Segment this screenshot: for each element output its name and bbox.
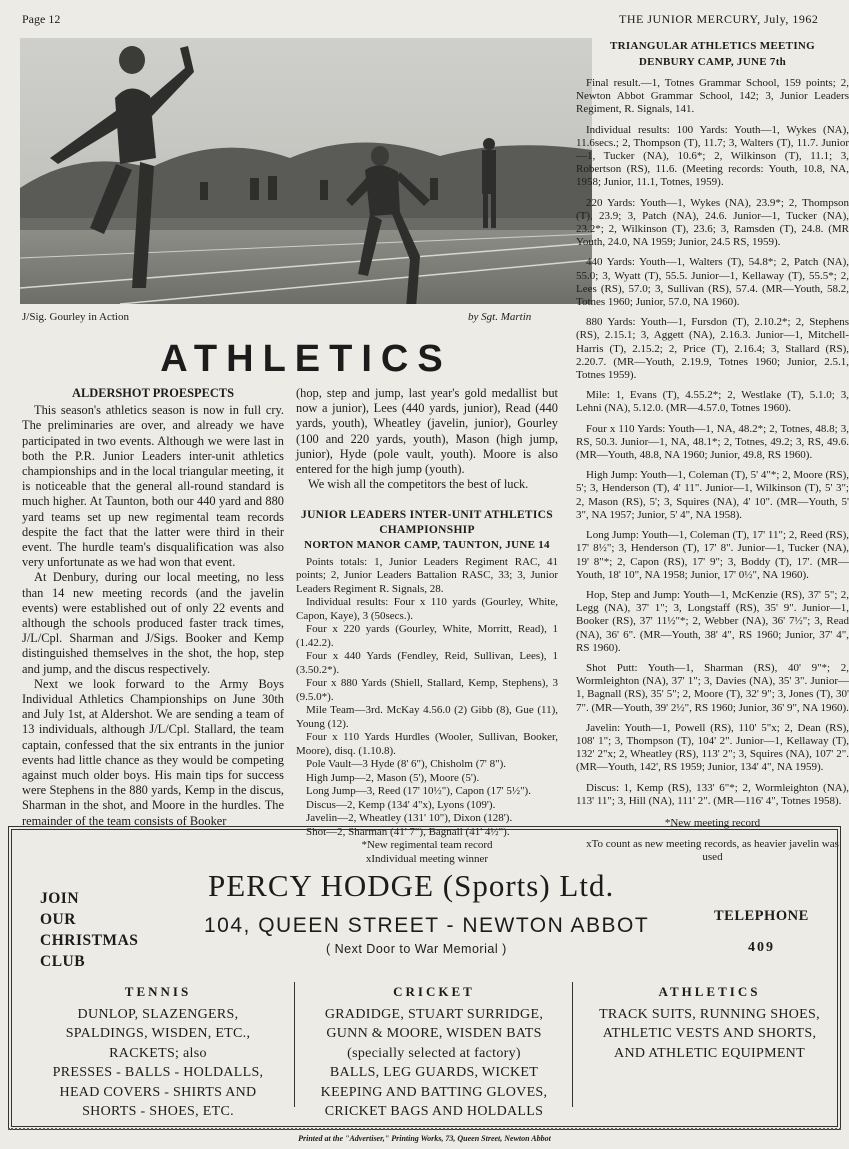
result-line: Points totals: 1, Junior Leaders Regiment RAC, 41 points; 2, Junior Leaders Battalion RASC, 33; 3, Junior Leaders Regiment R. Signals, 28. xyxy=(296,555,558,595)
ad-line: PRESSES - BALLS - HOLDALLS, xyxy=(52,1065,264,1080)
result-line: Javelin—2, Wheatley (131' 10"), Dixon (128'). xyxy=(306,812,513,825)
result-paragraph: 220 Yards: Youth—1, Wykes (NA), 23.9*; 2, Thompson (T), 23.9; 3, Patch (NA), 24.6. Junior—1, Tucker (NA), 23.2*; 2, Wilkinson (T), 23.6; 3, Ramsden (T), 24.8. (MR Youth, 24.0, NA 1959; Junior, 24.5 RS, 1959). xyxy=(576,196,849,249)
result-paragraph: High Jump: Youth—1, Coleman (T), 5' 4"*; 2, Moore (RS), 5'; 3, Henderson (T), 4' 11". Junior—1, Wilkinson (T), 5' 3"; 2, Mason (RS), 5'; 3, Squires (NA), 4' 10". (MR—Youth, 5' 3", NA 1957; Junior, 5' 4", NA 1958). xyxy=(576,469,849,521)
paragraph: This season's athletics season is now in full cry. The preliminaries are over, and already we have participated in two events. Although we were last in both the P.R. Junior Leaders inter-unit athletics championships and in the local triangular meeting, it is noticeable that the general all-round standard is much higher. At Taunton, both our 440 yard and 880 yard teams set up new regimental team records despite the fact that the latter were third in their event. The hurdle team's disqualification was also very unfortunate as we had won that event. xyxy=(22,403,284,570)
result-line: Mile Team—3rd. McKay 4.56.0 (2) Gibb (8), Gue (11), Young (12). xyxy=(296,704,558,730)
result-paragraph: 440 Yards: Youth—1, Walters (T), 54.8*; 2, Patch (NA), 55.0; 3, Wyatt (T), 55.5. Junior—1, Kellaway (T), 55.5*; 2, Lees (RS), 57.0; 3, Sullivan (RS), 57.4. (MR—Youth, 58.2, Totnes 1960; Junior, 57.0, NA 1960). xyxy=(576,256,849,309)
ad-line: TRACK SUITS, RUNNING SHOES, xyxy=(599,1006,820,1022)
ad-column-heading: CRICKET xyxy=(393,984,475,999)
ad-line: DUNLOP, SLAZENGERS, xyxy=(77,1006,239,1022)
result-line: Long Jump—3, Reed (17' 10½"), Capon (17' 5½"). xyxy=(306,785,531,798)
printer-imprint: Printed at the "Advertiser," Printing Works, 73, Queen Street, Newton Abbot xyxy=(298,1134,551,1143)
result-line: Individual results: Four x 110 yards (Gourley, White, Capon, Kaye), 3 (50secs.). xyxy=(296,596,558,622)
article-column-2 xyxy=(296,386,558,866)
ad-column-heading: TENNIS xyxy=(124,984,192,999)
ad-column-athletics xyxy=(582,982,837,1063)
photo-caption: J/Sig. Gourley in Action xyxy=(22,311,129,323)
photo-credit: by Sgt. Martin xyxy=(468,311,532,323)
result-paragraph: Four x 110 Yards: Youth—1, NA, 48.2*; 2, Totnes, 48.8; 3, RS, 50.3. Junior—1, NA, 48.1*; 2, Totnes, 49.2; 3, RS, 49.6. (MR—Youth, 48.8, NA 1960; Junior, 49.8, RS 1960). xyxy=(576,422,849,462)
article-column-1 xyxy=(22,386,284,829)
triangular-title: TRIANGULAR ATHLETICS MEETING xyxy=(609,40,815,52)
ad-line: CRICKET BAGS AND HOLDALLS xyxy=(324,1104,544,1119)
ad-line: SPALDINGS, WISDEN, ETC., xyxy=(65,1026,251,1041)
ad-line: RACKETS; also xyxy=(109,1045,207,1061)
championship-title: JUNIOR LEADERS INTER-UNIT ATHLETICS CHAMPIONSHIP xyxy=(301,509,553,537)
paragraph: Next we look forward to the Army Boys Individual Athletics Championships on June 30th and July 1st, at Aldershot. We are sending a team of 13 individuals, although J/L/Cpl. Stallard, the team captain, confessed that the six entrants in the junior events had little chance as they would be competing against much older boys. His main tips for success were Stephens in the 880 yards, Kemp in the discus, Sharman in the shot, and Moore in the hurdles. The remainder of the team consists of Booker xyxy=(22,676,284,828)
company-address: 104, QUEEN STREET - NEWTON ABBOT xyxy=(204,914,650,937)
paragraph: (hop, step and jump, last year's gold medallist but now a junior), Lees (440 yards, junior), Read (440 yards, youth), Wheatley (javelin, junior), Gourley (100 and 220 yards, youth), Mason (high jump, junior), Hyde (pole vault, youth). Moore is also entered for the high jump (youth). xyxy=(296,386,558,477)
footer-rule xyxy=(8,1128,841,1130)
ad-line: ATHLETIC VESTS AND SHORTS, xyxy=(602,1026,817,1041)
publication-title: THE JUNIOR MERCURY, July, 1962 xyxy=(619,12,819,26)
aldershot-title: ALDERSHOT PROESPECTS xyxy=(72,386,234,400)
ad-line: (specially selected at factory) xyxy=(347,1045,521,1061)
result-paragraph: 880 Yards: Youth—1, Fursdon (T), 2.10.2*; 2, Stephens (RS), 2.15.1; 3, Aggett (NA), 2.16.3. Junior—1, Mitchell-Harris (T), 2.15.2; 2, Price (T), 2.16.4; 3, Stallard (RS), 2.20.7. (MR—Youth, 2.19.9, Totnes 1960; Junior, 2.5.1, Totnes 1959). xyxy=(576,316,849,382)
address-note: ( Next Door to War Memorial ) xyxy=(326,942,507,956)
ad-line: AND ATHLETIC EQUIPMENT xyxy=(614,1045,805,1061)
result-line: Discus—2, Kemp (134' 4"x), Lyons (109'). xyxy=(306,798,496,811)
ad-line: SHORTS - SHOES, ETC. xyxy=(82,1104,234,1119)
company-name: PERCY HODGE (Sports) Ltd. xyxy=(208,868,615,903)
result-paragraph: Hop, Step and Jump: Youth—1, McKenzie (RS), 37' 5"; 2, Legg (NA), 37' 1"; 3, Longstaff (RS), 35' 9". Junior—1, Booker (RS), 37' 11½"*; 2, Webber (NA), 36' 7½"; 3, Read (NA), 36' 6". (MR—Youth, 38' 4", RS 1960; Junior, 37' 4", RS 1960). xyxy=(576,588,849,654)
result-line: High Jump—2, Mason (5'), Moore (5'). xyxy=(306,771,480,784)
triangular-subtitle: DENBURY CAMP, JUNE 7th xyxy=(638,56,787,68)
join-line: CLUB xyxy=(40,953,86,970)
ad-line: GUNN & MOORE, WISDEN BATS xyxy=(326,1026,542,1041)
paragraph: At Denbury, during our local meeting, no less than 14 new meeting records (and the javelin events) were established out of only 22 events and although the schools produced faster track times, J/L/Cpl. Sharman and J/Sigs. Booker and Kemp distinguished themselves in the shot, the hop, step and jump, and the discus respectively. xyxy=(22,570,284,676)
advertisement xyxy=(8,826,841,1130)
telephone-label: TELEPHONE xyxy=(714,908,809,924)
page-number: Page 12 xyxy=(22,12,61,26)
result-line: Four x 880 Yards (Shiell, Stallard, Kemp, Stephens), 3 (9.5.0*). xyxy=(296,677,558,703)
championship-note: xIndividual meeting winner xyxy=(365,852,489,865)
result-paragraph: Discus: 1, Kemp (RS), 133' 6"*; 2, Wormleighton (NA), 113' 11"; 3, Hill (NA), 111' 2". (MR—116' 4", Totnes 1958). xyxy=(576,781,849,807)
ad-line: KEEPING AND BATTING GLOVES, xyxy=(320,1084,548,1100)
christmas-club xyxy=(40,888,138,972)
join-line: OUR xyxy=(40,911,76,928)
column-divider xyxy=(294,982,295,1107)
ad-line: GRADIDGE, STUART SURRIDGE, xyxy=(324,1006,544,1022)
result-line: Shot—2, Sharman (41' 7"), Bagnall (41' 4½"). xyxy=(306,825,510,838)
ad-line: BALLS, LEG GUARDS, WICKET xyxy=(329,1065,539,1080)
triangular-note: *New meeting record xyxy=(664,816,761,829)
championship-note: *New regimental team record xyxy=(361,839,493,852)
triangular-column xyxy=(576,38,849,865)
paragraph: We wish all the competitors the best of luck. xyxy=(308,477,529,492)
triangular-note: xTo count as new meeting records, as heavier javelin was used xyxy=(586,838,839,864)
championship-subtitle: NORTON MANOR CAMP, TAUNTON, JUNE 14 xyxy=(304,539,550,552)
result-paragraph: Javelin: Youth—1, Powell (RS), 110' 5"x; 2, Dean (RS), 108' 1"; 3, Thompson (T), 104' 2". Junior—1, Kellaway (T), 132' 2"x; 2, Wheatley (RS), 113' 2"; 3, Squires (NA), 107' 2". (MR—Youth, 142', RS 1959; Junior, 134' 4", NA 1959). xyxy=(576,721,849,774)
result-line: Four x 440 Yards (Fendley, Reid, Sullivan, Lees), 1 (3.50.2*). xyxy=(296,650,558,676)
telephone-number: 409 xyxy=(748,940,775,955)
result-line: Pole Vault—3 Hyde (8' 6"), Chisholm (7' 8"). xyxy=(306,758,507,771)
result-paragraph: Final result.—1, Totnes Grammar School, 159 points; 2, Newton Abbot Grammar School, 142; 3, Junior Leaders Regiment, R. Signals, 141. xyxy=(576,77,849,116)
result-paragraph: Mile: 1, Evans (T), 4.55.2*; 2, Westlake (T), 5.1.0; 3, Lehni (NA), 5.12.0. (MR—4.57.0, Totnes 1960). xyxy=(576,389,849,415)
result-line: Four x 220 yards (Gourley, White, Morritt, Read), 1 (1.42.2). xyxy=(296,623,558,649)
result-paragraph: Shot Putt: Youth—1, Sharman (RS), 40' 9"*; 2, Wormleighton (NA), 37' 1"; 3, Davies (NA), 35' 3". Junior—1, Bagnall (RS), 35' 5"; 2, Moore (T), 32' 9"; 3, Jones (T), 30' 7". (MR—Youth, 39' 2½", RS 1960; Junior, 36' 9", NA 1960). xyxy=(576,661,849,714)
ad-line: HEAD COVERS - SHIRTS AND xyxy=(59,1084,257,1100)
column-divider xyxy=(572,982,573,1107)
result-paragraph: Long Jump: Youth—1, Coleman (T), 17' 11"; 2, Reed (RS), 17' 8½"; 3, Henderson (T), 17' 8". Junior—1, Tucker (NA), 19' 8"*; 2, Capon (RS), 17' 9"; 3, Boddy (T), 17'. (MR—Youth, 18' 10", NA 1958; Junior, 17' 0½", NA 1960). xyxy=(576,529,849,581)
section-title: ATHLETICS xyxy=(160,338,452,380)
join-line: JOIN xyxy=(40,890,80,907)
result-paragraph: Individual results: 100 Yards: Youth—1, Wykes (NA), 11.6secs.; 2, Thompson (T), 11.7; 3, Walters (T), 11.7. Junior—1, Tucker (NA), 10.6*; 2, Wilkinson (T), 11.1; 3, Robertson (RS), 11.6. (Meeting records: Youth, 10.8, NA, 1958; Junior, 11.1, Totnes, 1959). xyxy=(576,123,849,189)
result-line: Four x 110 Yards Hurdles (Wooler, Sullivan, Booker, Moore), disq. (1.10.8). xyxy=(296,731,558,757)
ad-column-tennis xyxy=(24,982,292,1122)
join-line: CHRISTMAS xyxy=(40,932,139,949)
ad-column-cricket xyxy=(298,982,570,1122)
ad-column-heading: ATHLETICS xyxy=(658,984,761,999)
championship-results xyxy=(296,556,558,840)
athletics-photo xyxy=(20,38,592,304)
